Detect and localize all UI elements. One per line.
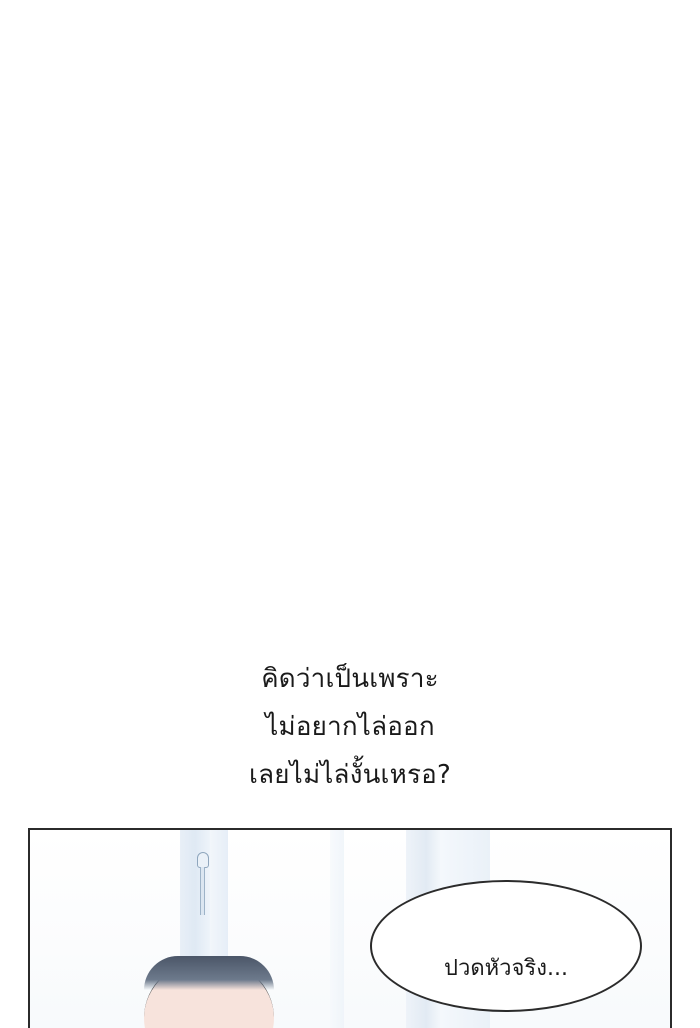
fixture-stem xyxy=(200,867,205,915)
narration-line-3: เลยไม่ไล่งั้นเหรอ? xyxy=(249,760,451,790)
narration-line-1: คิดว่าเป็นเพราะ xyxy=(261,664,439,694)
panel-artwork xyxy=(30,830,670,1028)
narration-caption xyxy=(0,655,700,799)
comic-panel xyxy=(28,828,672,1028)
fixture-knob xyxy=(197,852,209,868)
background-column-middle xyxy=(330,830,344,1028)
character-hair xyxy=(144,956,274,990)
wall-fixture-icon xyxy=(196,852,210,916)
speech-balloon-text: ปวดหัวจริง... xyxy=(444,955,568,981)
narration-line-2: ไม่อยากไล่ออก xyxy=(265,712,435,742)
